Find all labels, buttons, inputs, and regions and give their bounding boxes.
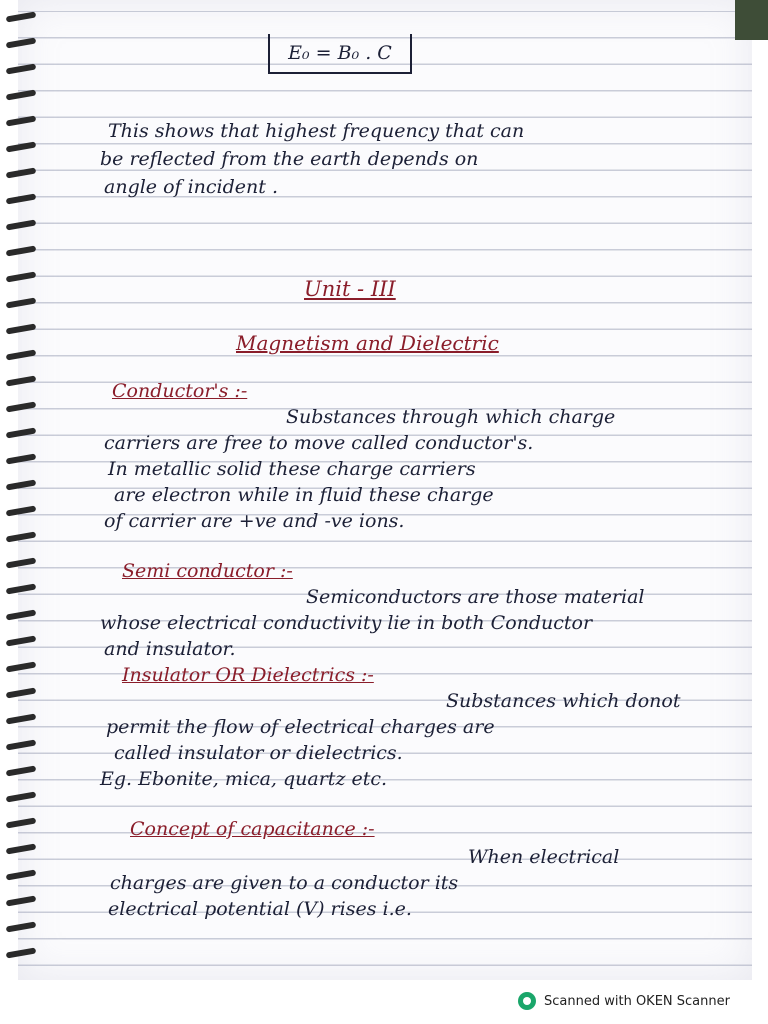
background-corner — [735, 0, 768, 40]
binding-ring — [6, 947, 37, 958]
scanner-logo-icon — [518, 992, 536, 1010]
binding-ring — [6, 713, 37, 724]
binding-ring — [6, 323, 37, 334]
formula-box: E₀ = B₀ . C — [268, 34, 412, 74]
insulator-heading: Insulator OR Dielectrics :- — [122, 664, 374, 686]
capacitance-line-1: When electrical — [468, 846, 620, 868]
capacitance-line-3: electrical potential (V) rises i.e. — [108, 898, 412, 920]
insulator-line-3: called insulator or dielectrics. — [114, 742, 403, 764]
binding-ring — [6, 63, 37, 74]
binding-ring — [6, 895, 37, 906]
binding-ring — [6, 843, 37, 854]
insulator-line-1: Substances which donot — [446, 690, 681, 712]
scanner-label: Scanned with OKEN Scanner — [544, 993, 730, 1009]
binding-ring — [6, 453, 37, 464]
binding-ring — [6, 115, 37, 126]
binding-ring — [6, 401, 37, 412]
binding-ring — [6, 193, 37, 204]
capacitance-heading: Concept of capacitance :- — [130, 818, 375, 840]
binding-ring — [6, 921, 37, 932]
insulator-line-2: permit the flow of electrical charges are — [106, 716, 495, 738]
scanner-watermark — [518, 990, 730, 1012]
spiral-binding — [0, 0, 40, 980]
paragraph-line-2: be reflected from the earth depends on — [100, 148, 479, 170]
semiconductor-line-1: Semiconductors are those material — [306, 586, 645, 608]
semiconductor-heading: Semi conductor :- — [122, 560, 293, 582]
semiconductor-line-3: and insulator. — [104, 638, 236, 660]
chapter-title: Magnetism and Dielectric — [236, 331, 499, 355]
paragraph-line-3: angle of incident . — [104, 176, 278, 198]
paragraph-line-1: This shows that highest frequency that can — [108, 120, 525, 142]
binding-ring — [6, 869, 37, 880]
binding-ring — [6, 765, 37, 776]
binding-ring — [6, 297, 37, 308]
binding-ring — [6, 37, 37, 48]
binding-ring — [6, 791, 37, 802]
binding-ring — [6, 531, 37, 542]
semiconductor-line-2: whose electrical conductivity lie in both Conductor — [100, 612, 593, 634]
binding-ring — [6, 557, 37, 568]
binding-ring — [6, 271, 37, 282]
conductors-line-3: In metallic solid these charge carriers — [108, 458, 476, 480]
capacitance-line-2: charges are given to a conductor its — [110, 872, 459, 894]
binding-ring — [6, 661, 37, 672]
conductors-line-2: carriers are free to move called conductor's. — [104, 432, 534, 454]
conductors-heading: Conductor's :- — [112, 380, 248, 402]
binding-ring — [6, 505, 37, 516]
binding-ring — [6, 245, 37, 256]
conductors-line-5: of carrier are +ve and -ve ions. — [104, 510, 405, 532]
binding-ring — [6, 89, 37, 100]
binding-ring — [6, 11, 37, 22]
binding-ring — [6, 375, 37, 386]
insulator-line-4: Eg. Ebonite, mica, quartz etc. — [100, 768, 388, 790]
binding-ring — [6, 739, 37, 750]
binding-ring — [6, 167, 37, 178]
unit-title: Unit - III — [304, 277, 396, 301]
binding-ring — [6, 141, 37, 152]
binding-ring — [6, 609, 37, 620]
binding-ring — [6, 635, 37, 646]
conductors-line-4: are electron while in fluid these charge — [114, 484, 494, 506]
binding-ring — [6, 817, 37, 828]
binding-ring — [6, 427, 37, 438]
binding-ring — [6, 583, 37, 594]
binding-ring — [6, 219, 37, 230]
binding-ring — [6, 687, 37, 698]
binding-ring — [6, 349, 37, 360]
conductors-line-1: Substances through which charge — [286, 406, 616, 428]
binding-ring — [6, 479, 37, 490]
